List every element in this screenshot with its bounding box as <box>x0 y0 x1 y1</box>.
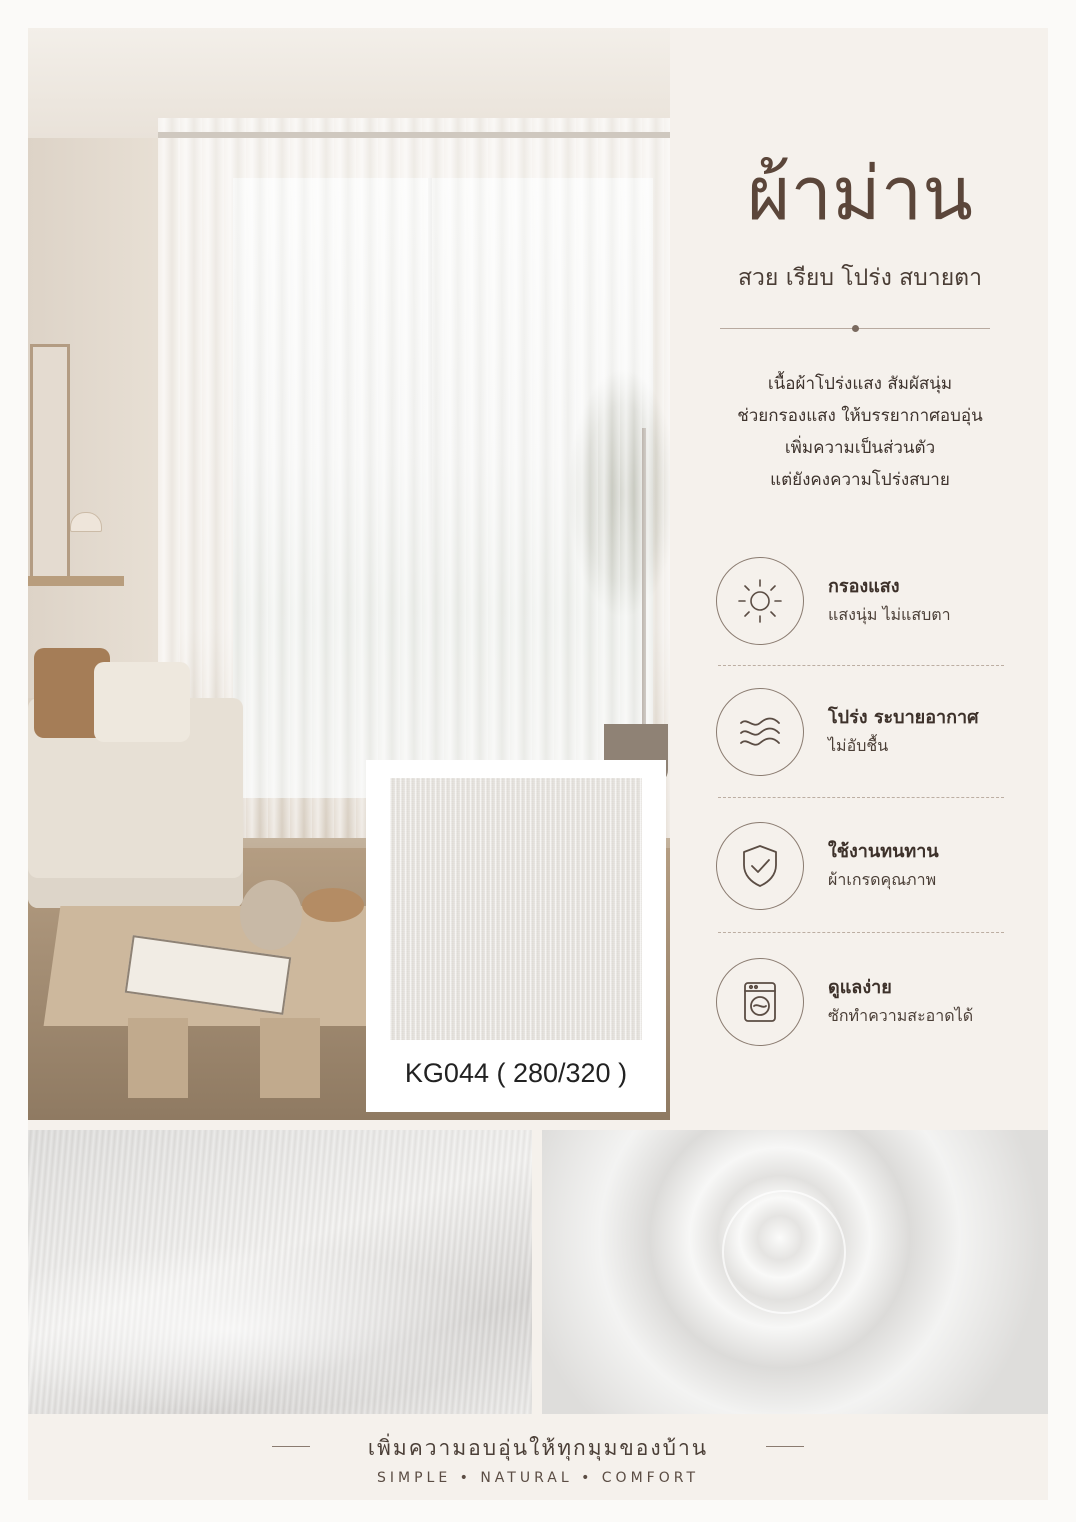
vase <box>240 880 302 950</box>
table-leg <box>260 1018 320 1098</box>
wooden-bowl <box>302 888 364 922</box>
curtain-rail <box>158 132 670 138</box>
feature-subtitle: แสงนุ่ม ไม่แสบตา <box>828 605 951 624</box>
description-line: แต่ยังคงความโปร่งสบาย <box>770 470 950 490</box>
feature-title: ดูแลง่าย <box>828 977 892 998</box>
description-line: ช่วยกรองแสง ให้บรรยากาศอบอุ่น <box>737 406 983 426</box>
wind-icon <box>735 707 785 757</box>
feature-subtitle: ผ้าเกรดคุณภาพ <box>828 870 937 889</box>
feature-breathable <box>716 688 1006 798</box>
feature-title: ใช้งานทนทาน <box>828 841 939 862</box>
description <box>700 368 1020 496</box>
shield-check-icon <box>735 841 785 891</box>
feature-easy-care <box>716 958 1006 1068</box>
page-subtitle: สวย เรียบ โปร่ง สบายตา <box>737 265 983 291</box>
fabric-drape-photo <box>28 1130 532 1414</box>
footer-slogan: SIMPLE • NATURAL • COMFORT <box>376 1470 699 1486</box>
description-line: เนื้อผ้าโปร่งแสง สัมผัสนุ่ม <box>767 374 953 394</box>
table-leg <box>128 1018 188 1098</box>
feature-title: กรองแสง <box>828 576 900 597</box>
feature-icon-circle <box>716 958 804 1046</box>
fabric-swirl-photo <box>542 1130 1048 1414</box>
fabric-swatch-image <box>390 778 642 1040</box>
fabric-swirl <box>722 1190 846 1314</box>
feature-icon-circle <box>716 822 804 910</box>
feature-divider <box>718 797 1004 798</box>
table-lamp <box>70 512 102 532</box>
feature-divider <box>718 665 1004 666</box>
footer-tagline: เพิ่มความอบอุ่นให้ทุกมุมของบ้าน <box>367 1436 709 1460</box>
feature-light-filter <box>716 557 1006 667</box>
tagline-right-line <box>766 1446 804 1447</box>
feature-icon-circle <box>716 557 804 645</box>
cream-pillow <box>94 662 190 742</box>
feature-title: โปร่ง ระบายอากาศ <box>828 707 979 728</box>
feature-divider <box>718 932 1004 933</box>
page-title: ผ้าม่าน <box>747 151 973 237</box>
feature-icon-circle <box>716 688 804 776</box>
description-line: เพิ่มความเป็นส่วนตัว <box>784 438 936 458</box>
feature-subtitle: ไม่อับชื้น <box>828 736 889 755</box>
wall-shelf <box>28 576 124 586</box>
fabric-swatch-card <box>366 760 666 1112</box>
divider-dot <box>852 325 859 332</box>
wall-art <box>30 344 70 580</box>
feature-durable <box>716 822 1006 932</box>
feature-subtitle: ซักทำความสะอาดได้ <box>828 1006 974 1025</box>
sun-icon <box>735 576 785 626</box>
washing-machine-icon <box>735 977 785 1027</box>
swatch-code: KG044 ( 280/320 ) <box>404 1058 628 1088</box>
